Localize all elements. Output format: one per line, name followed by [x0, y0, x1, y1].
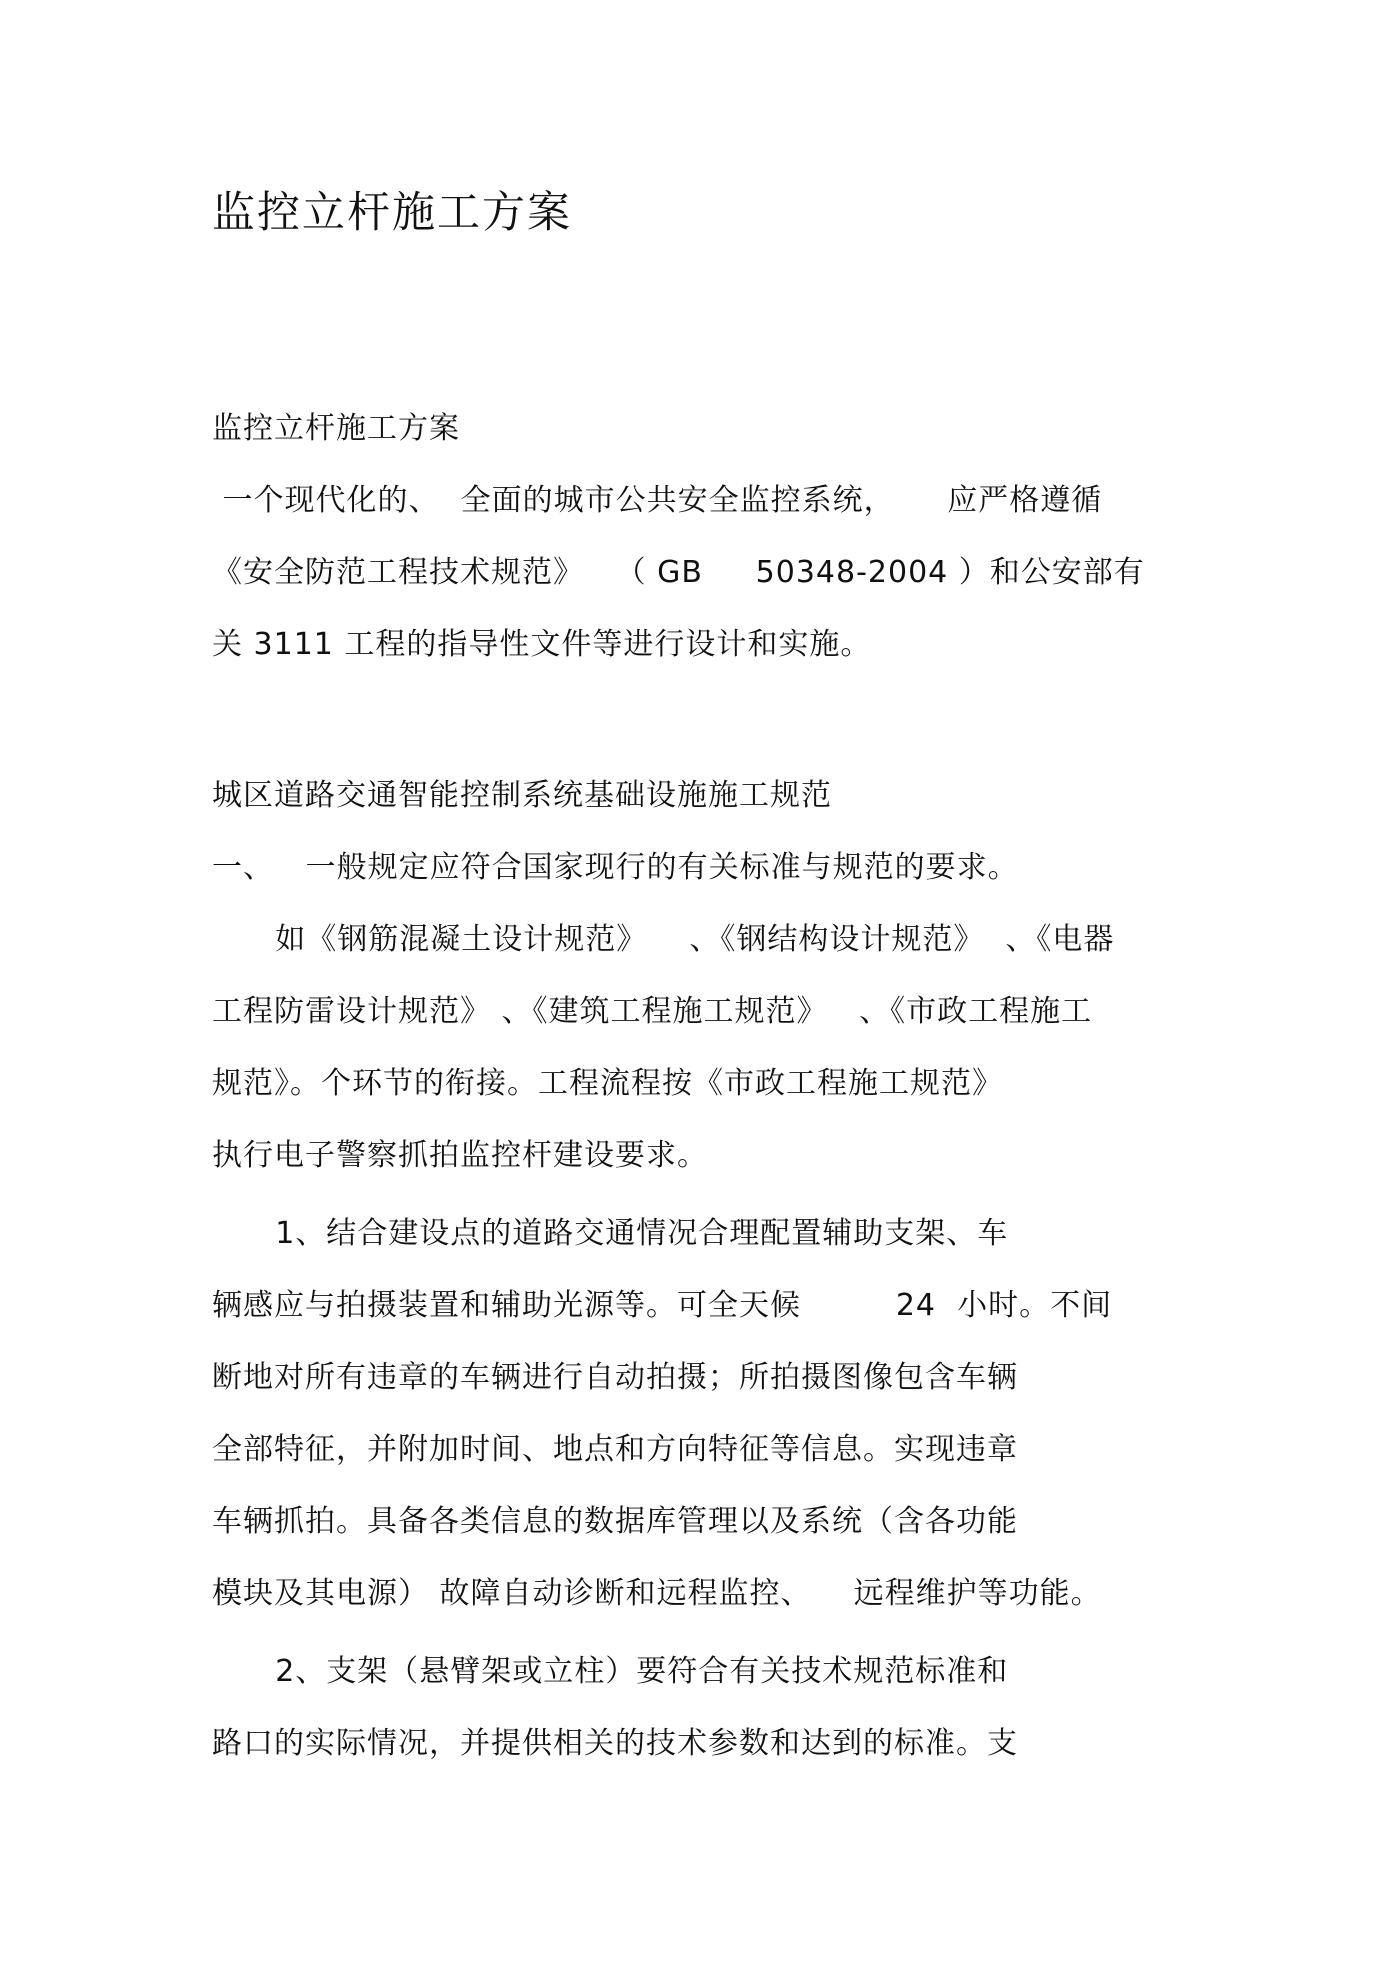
- document-title: 监控立杆施工方案: [212, 188, 572, 238]
- paragraph-line: 一、 一般规定应符合国家现行的有关标准与规范的要求。: [212, 850, 1019, 885]
- paragraph-line: 工程防雷设计规范》 、《建筑工程施工规范》 、《市政工程施工: [212, 994, 1093, 1029]
- section-heading: 城区道路交通智能控制系统基础设施施工规范: [212, 778, 832, 813]
- paragraph-line: 辆感应与拍摄装置和辅助光源等。可全天候 24 小时。不间: [212, 1288, 1113, 1323]
- paragraph-line: 路口的实际情况，并提供相关的技术参数和达到的标准。支: [212, 1726, 1018, 1761]
- paragraph-line: 2、支架（悬臂架或立柱）要符合有关技术规范标准和: [212, 1654, 1009, 1689]
- paragraph-line: 《安全防范工程技术规范》 （ GB 50348-2004 ）和公安部有: [212, 555, 1145, 590]
- paragraph-line: 全部特征，并附加时间、地点和方向特征等信息。实现违章: [212, 1432, 1018, 1467]
- paragraph-line: 1、结合建设点的道路交通情况合理配置辅助支架、车: [212, 1216, 1009, 1251]
- paragraph-line: 规范》。个环节的衔接。工程流程按《市政工程施工规范》: [212, 1066, 1003, 1101]
- section-heading: 监控立杆施工方案: [212, 411, 460, 446]
- paragraph-line: 断地对所有违章的车辆进行自动拍摄；所拍摄图像包含车辆: [212, 1360, 1018, 1395]
- paragraph-line: 模块及其电源） 故障自动诊断和远程监控、 远程维护等功能。: [212, 1576, 1102, 1611]
- paragraph-line: 关 3111 工程的指导性文件等进行设计和实施。: [212, 627, 872, 662]
- paragraph-line: 如《钢筋混凝土设计规范》 、《钢结构设计规范》 、《电器: [212, 922, 1115, 957]
- paragraph-line: 一个现代化的、 全面的城市公共安全监控系统， 应严格遵循: [212, 483, 1103, 518]
- paragraph-line: 执行电子警察抓拍监控杆建设要求。: [212, 1138, 708, 1173]
- paragraph-line: 车辆抓拍。具备各类信息的数据库管理以及系统（含各功能: [212, 1504, 1018, 1539]
